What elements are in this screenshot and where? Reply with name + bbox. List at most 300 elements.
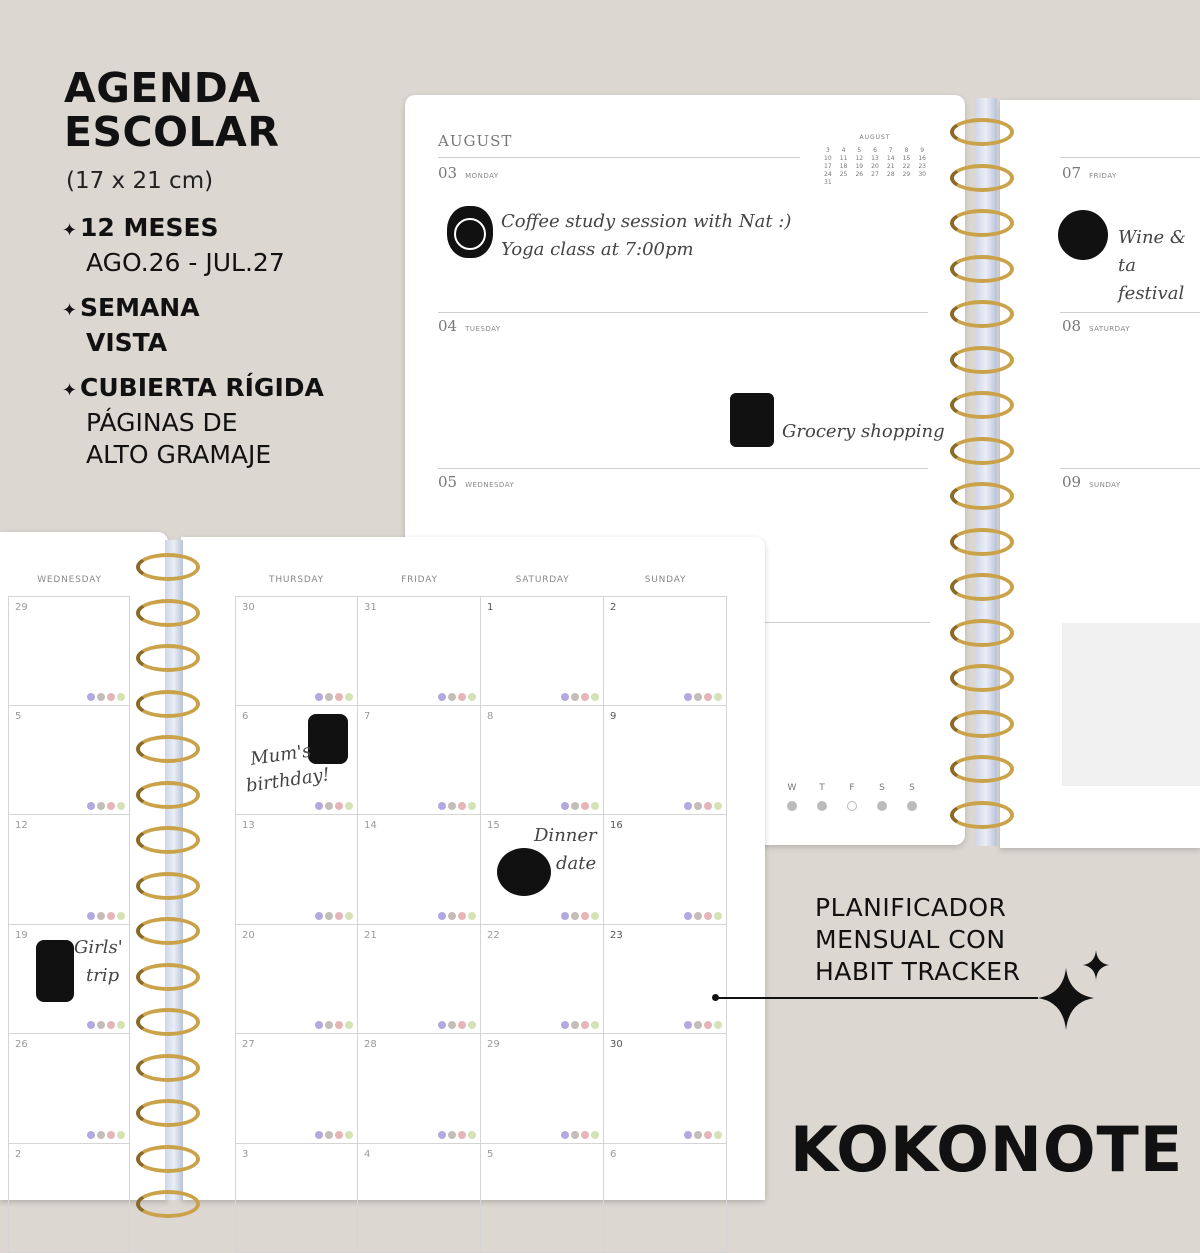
habit-dots bbox=[438, 912, 476, 920]
habit-dot[interactable] bbox=[694, 1021, 702, 1029]
tracker-dot[interactable] bbox=[847, 801, 857, 811]
habit-dot[interactable] bbox=[458, 1021, 466, 1029]
habit-dot[interactable] bbox=[107, 1131, 115, 1139]
habit-dot[interactable] bbox=[315, 912, 323, 920]
callout-line bbox=[716, 997, 1038, 999]
binder-ring bbox=[950, 437, 1014, 465]
calendar-cell[interactable] bbox=[358, 1144, 481, 1253]
day-name: TUESDAY bbox=[465, 325, 501, 333]
binder-ring bbox=[136, 917, 200, 945]
calendar-cell[interactable] bbox=[8, 815, 130, 925]
habit-dot[interactable] bbox=[571, 912, 579, 920]
habit-dot[interactable] bbox=[87, 1021, 95, 1029]
binder-ring bbox=[950, 710, 1014, 738]
calendar-cell[interactable] bbox=[604, 706, 727, 816]
binder-ring bbox=[136, 963, 200, 991]
tracker-dot[interactable] bbox=[877, 801, 887, 811]
habit-dot[interactable] bbox=[97, 912, 105, 920]
mini-calendar-day: 9 bbox=[914, 147, 930, 154]
calendar-cell[interactable] bbox=[8, 1034, 130, 1144]
mini-calendar-day: 30 bbox=[914, 171, 930, 178]
binder-ring bbox=[136, 735, 200, 763]
habit-dot[interactable] bbox=[335, 1021, 343, 1029]
habit-dots bbox=[87, 1021, 125, 1029]
tracker-day-label: S bbox=[879, 783, 885, 793]
calendar-date: 28 bbox=[364, 1039, 377, 1050]
habit-dot[interactable] bbox=[107, 912, 115, 920]
mini-calendar-day: 22 bbox=[899, 163, 915, 170]
habit-dot[interactable] bbox=[591, 1021, 599, 1029]
sparkle-icon: ✦ bbox=[62, 295, 80, 327]
binder-ring bbox=[950, 255, 1014, 283]
calendar-cell[interactable] bbox=[604, 1034, 727, 1144]
note-dinner-line-1: Dinner bbox=[534, 822, 597, 850]
binder-ring bbox=[136, 1054, 200, 1082]
habit-dot[interactable] bbox=[591, 802, 599, 810]
note-girls-trip-line-1: Girls' bbox=[74, 934, 123, 962]
habit-dots bbox=[438, 1021, 476, 1029]
day-name: MONDAY bbox=[465, 172, 499, 180]
calendar-date: 6 bbox=[242, 711, 248, 722]
habit-dot[interactable] bbox=[345, 693, 353, 701]
calendar-cell[interactable] bbox=[235, 596, 358, 706]
habit-dot[interactable] bbox=[561, 1131, 569, 1139]
calendar-cell[interactable] bbox=[8, 706, 130, 816]
title-line-1: AGENDA bbox=[64, 66, 279, 110]
divider bbox=[765, 622, 930, 623]
habit-dot[interactable] bbox=[117, 1021, 125, 1029]
habit-dot[interactable] bbox=[684, 912, 692, 920]
callout-line-1: PLANIFICADOR bbox=[815, 892, 1020, 924]
tracker-day bbox=[815, 783, 829, 811]
note-dinner-line-2: date bbox=[534, 850, 597, 878]
habit-dots bbox=[684, 912, 722, 920]
alarm-clock-icon bbox=[447, 206, 493, 258]
habit-dot[interactable] bbox=[97, 1021, 105, 1029]
calendar-date: 16 bbox=[610, 820, 623, 831]
calendar-cell[interactable] bbox=[358, 815, 481, 925]
habit-dot[interactable] bbox=[448, 693, 456, 701]
habit-dot[interactable] bbox=[458, 912, 466, 920]
mini-calendar-day: 24 bbox=[820, 171, 836, 178]
calendar-date: 2 bbox=[15, 1149, 21, 1160]
habit-dot[interactable] bbox=[87, 1131, 95, 1139]
feature-cover-detail-2: ALTO GRAMAJE bbox=[62, 439, 324, 471]
calendar-cell[interactable] bbox=[481, 706, 604, 816]
habit-dot[interactable] bbox=[315, 802, 323, 810]
habit-dot[interactable] bbox=[704, 802, 712, 810]
brand-logo: KOKONOTE bbox=[790, 1113, 1183, 1186]
product-title bbox=[64, 66, 279, 154]
habit-dots bbox=[561, 912, 599, 920]
day-header-tuesday bbox=[438, 317, 501, 336]
habit-dot[interactable] bbox=[345, 1131, 353, 1139]
habit-dot[interactable] bbox=[694, 1131, 702, 1139]
habit-dot[interactable] bbox=[438, 693, 446, 701]
note-monday bbox=[501, 208, 791, 264]
mini-calendar-day: 17 bbox=[820, 163, 836, 170]
dow-thursday: THURSDAY bbox=[235, 575, 358, 585]
calendar-cell[interactable] bbox=[604, 815, 727, 925]
habit-dot[interactable] bbox=[438, 1021, 446, 1029]
habit-dot[interactable] bbox=[468, 1131, 476, 1139]
binder-ring bbox=[136, 1099, 200, 1127]
habit-dot[interactable] bbox=[561, 802, 569, 810]
calendar-date: 21 bbox=[364, 930, 377, 941]
habit-dot[interactable] bbox=[704, 693, 712, 701]
binder-ring bbox=[136, 1008, 200, 1036]
habit-dot[interactable] bbox=[591, 1131, 599, 1139]
habit-dots bbox=[87, 1131, 125, 1139]
habit-dot[interactable] bbox=[97, 802, 105, 810]
mini-calendar-day: 8 bbox=[899, 147, 915, 154]
habit-dot[interactable] bbox=[438, 802, 446, 810]
habit-dot[interactable] bbox=[345, 912, 353, 920]
habit-dot[interactable] bbox=[714, 1131, 722, 1139]
habit-dot[interactable] bbox=[438, 912, 446, 920]
habit-dots bbox=[561, 1021, 599, 1029]
calendar-date: 3 bbox=[242, 1149, 248, 1160]
habit-dot[interactable] bbox=[117, 693, 125, 701]
calendar-date: 30 bbox=[610, 1039, 623, 1050]
binder-ring bbox=[950, 755, 1014, 783]
calendar-cell[interactable] bbox=[481, 1144, 604, 1253]
habit-dot[interactable] bbox=[117, 912, 125, 920]
habit-dot[interactable] bbox=[315, 1131, 323, 1139]
habit-dots bbox=[315, 1021, 353, 1029]
mini-calendar-day: 11 bbox=[836, 155, 852, 162]
tracker-day bbox=[785, 783, 799, 811]
binder-ring bbox=[136, 644, 200, 672]
mini-calendar-day: 19 bbox=[851, 163, 867, 170]
calendar-date: 8 bbox=[487, 711, 493, 722]
feature-week-detail: VISTA bbox=[62, 327, 200, 359]
day-header-friday bbox=[1062, 164, 1117, 183]
note-tuesday: Grocery shopping bbox=[782, 418, 945, 446]
product-size: (17 x 21 cm) bbox=[66, 168, 213, 194]
habit-dot[interactable] bbox=[458, 1131, 466, 1139]
binder-ring bbox=[136, 826, 200, 854]
calendar-date: 1 bbox=[487, 602, 493, 613]
habit-dot[interactable] bbox=[704, 912, 712, 920]
habit-dots bbox=[315, 1131, 353, 1139]
habit-dot[interactable] bbox=[97, 693, 105, 701]
tracker-day-label: F bbox=[849, 783, 854, 793]
calendar-date: 29 bbox=[15, 602, 28, 613]
day-number: 03 bbox=[438, 164, 457, 182]
habit-dot[interactable] bbox=[87, 802, 95, 810]
habit-dot[interactable] bbox=[335, 802, 343, 810]
divider bbox=[1060, 157, 1200, 158]
note-birthday-line-1: Mum's bbox=[241, 736, 328, 773]
mini-calendar-day: 29 bbox=[899, 171, 915, 178]
mini-calendar-day: 10 bbox=[820, 155, 836, 162]
habit-dot[interactable] bbox=[468, 693, 476, 701]
dow-saturday: SATURDAY bbox=[481, 575, 604, 585]
suitcase-icon bbox=[36, 940, 74, 1002]
habit-dot[interactable] bbox=[468, 1021, 476, 1029]
habit-dot[interactable] bbox=[581, 912, 589, 920]
mini-calendar-day: 13 bbox=[867, 155, 883, 162]
habit-dots bbox=[438, 802, 476, 810]
mini-calendar-day: 27 bbox=[867, 171, 883, 178]
binder-ring bbox=[950, 346, 1014, 374]
mini-calendar-day: 16 bbox=[914, 155, 930, 162]
calendar-date: 5 bbox=[487, 1149, 493, 1160]
habit-dot[interactable] bbox=[684, 1021, 692, 1029]
habit-dot[interactable] bbox=[448, 912, 456, 920]
calendar-date: 19 bbox=[15, 930, 28, 941]
habit-dot[interactable] bbox=[87, 693, 95, 701]
binder-ring bbox=[950, 619, 1014, 647]
feature-cover-title: CUBIERTA RÍGIDA bbox=[80, 373, 324, 402]
habit-dot[interactable] bbox=[458, 802, 466, 810]
day-name: WEDNESDAY bbox=[465, 481, 514, 489]
habit-dots bbox=[315, 912, 353, 920]
habit-dot[interactable] bbox=[684, 802, 692, 810]
calendar-cell[interactable] bbox=[358, 596, 481, 706]
mini-calendar-day: 21 bbox=[883, 163, 899, 170]
title-line-2: ESCOLAR bbox=[64, 110, 279, 154]
divider bbox=[438, 468, 928, 469]
calendar-cell[interactable] bbox=[604, 925, 727, 1035]
habit-dot[interactable] bbox=[335, 693, 343, 701]
habit-dot[interactable] bbox=[561, 912, 569, 920]
habit-dot[interactable] bbox=[571, 802, 579, 810]
calendar-date: 6 bbox=[610, 1149, 616, 1160]
mini-calendar-day: 26 bbox=[851, 171, 867, 178]
habit-dot[interactable] bbox=[448, 802, 456, 810]
calendar-date: 30 bbox=[242, 602, 255, 613]
note-monday-line-1: Coffee study session with Nat :) bbox=[501, 208, 791, 236]
calendar-date: 15 bbox=[487, 820, 500, 831]
feature-cover bbox=[62, 372, 324, 471]
notes-box bbox=[1062, 623, 1200, 786]
tracker-day-label: T bbox=[819, 783, 825, 793]
feature-cover-detail-1: PÁGINAS DE bbox=[62, 407, 324, 439]
calendar-date: 27 bbox=[242, 1039, 255, 1050]
habit-dot[interactable] bbox=[315, 693, 323, 701]
habit-dot[interactable] bbox=[325, 912, 333, 920]
calendar-cell[interactable] bbox=[235, 815, 358, 925]
habit-dot[interactable] bbox=[591, 693, 599, 701]
mini-calendar-day: 23 bbox=[914, 163, 930, 170]
weekly-habit-tracker bbox=[785, 783, 919, 811]
habit-dot[interactable] bbox=[581, 802, 589, 810]
binder-ring bbox=[950, 528, 1014, 556]
mini-calendar-day: 20 bbox=[867, 163, 883, 170]
habit-dot[interactable] bbox=[581, 1131, 589, 1139]
shopping-bag-icon bbox=[730, 393, 774, 447]
calendar-date: 29 bbox=[487, 1039, 500, 1050]
mini-calendar-day: 7 bbox=[883, 147, 899, 154]
calendar-cell[interactable] bbox=[235, 925, 358, 1035]
calendar-date: 13 bbox=[242, 820, 255, 831]
feature-week-title: SEMANA bbox=[80, 293, 200, 322]
calendar-date: 14 bbox=[364, 820, 377, 831]
mini-calendar bbox=[820, 134, 930, 186]
calendar-cell[interactable] bbox=[358, 1034, 481, 1144]
habit-dot[interactable] bbox=[335, 912, 343, 920]
habit-dots bbox=[561, 693, 599, 701]
habit-dot[interactable] bbox=[704, 1131, 712, 1139]
habit-dot[interactable] bbox=[345, 802, 353, 810]
mini-calendar-day: 28 bbox=[883, 171, 899, 178]
tracker-dot[interactable] bbox=[787, 801, 797, 811]
sparkle-icon bbox=[1036, 950, 1116, 1032]
habit-dots bbox=[438, 1131, 476, 1139]
habit-dot[interactable] bbox=[97, 1131, 105, 1139]
binder-ring bbox=[136, 872, 200, 900]
calendar-cell[interactable] bbox=[8, 596, 130, 706]
day-number: 08 bbox=[1062, 317, 1081, 335]
mini-calendar-day: 15 bbox=[899, 155, 915, 162]
binder-ring bbox=[136, 599, 200, 627]
habit-dot[interactable] bbox=[714, 802, 722, 810]
calendar-cell[interactable] bbox=[8, 1144, 130, 1253]
binder-ring bbox=[136, 690, 200, 718]
mini-calendar-day: 4 bbox=[836, 147, 852, 154]
habit-dot[interactable] bbox=[591, 912, 599, 920]
habit-dot[interactable] bbox=[315, 1021, 323, 1029]
calendar-date: 4 bbox=[364, 1149, 370, 1160]
binder-ring bbox=[950, 664, 1014, 692]
day-name: SUNDAY bbox=[1089, 481, 1121, 489]
habit-dots bbox=[684, 1021, 722, 1029]
mini-calendar-day: 3 bbox=[820, 147, 836, 154]
sparkle-icon: ✦ bbox=[62, 215, 80, 247]
sparkle-icon: ✦ bbox=[62, 375, 80, 407]
habit-dot[interactable] bbox=[107, 802, 115, 810]
feature-months-detail: AGO.26 - JUL.27 bbox=[62, 247, 285, 279]
calendar-cell[interactable] bbox=[481, 1034, 604, 1144]
binder-ring bbox=[950, 801, 1014, 829]
habit-dot[interactable] bbox=[714, 693, 722, 701]
dow-friday: FRIDAY bbox=[358, 575, 481, 585]
tracker-day bbox=[845, 783, 859, 811]
calendar-cell[interactable] bbox=[604, 1144, 727, 1253]
day-number: 09 bbox=[1062, 473, 1081, 491]
habit-dot[interactable] bbox=[561, 693, 569, 701]
note-friday bbox=[1118, 224, 1200, 308]
habit-dots bbox=[684, 693, 722, 701]
monthly-planner-callout bbox=[815, 892, 1020, 988]
note-dinner bbox=[534, 822, 597, 878]
binder-ring bbox=[950, 164, 1014, 192]
habit-dots bbox=[87, 693, 125, 701]
feature-months-title: 12 MESES bbox=[80, 213, 219, 242]
mini-calendar-day: 18 bbox=[836, 163, 852, 170]
binder-ring bbox=[950, 391, 1014, 419]
calendar-cell[interactable] bbox=[358, 706, 481, 816]
habit-dots bbox=[684, 802, 722, 810]
callout-line-2: MENSUAL CON bbox=[815, 924, 1020, 956]
calendar-cell[interactable] bbox=[235, 1144, 358, 1253]
habit-dot[interactable] bbox=[704, 1021, 712, 1029]
note-girls-trip bbox=[74, 934, 123, 990]
tracker-dot[interactable] bbox=[907, 801, 917, 811]
calendar-cell[interactable] bbox=[235, 1034, 358, 1144]
calendar-date: 12 bbox=[15, 820, 28, 831]
habit-dot[interactable] bbox=[684, 693, 692, 701]
note-girls-trip-line-2: trip bbox=[74, 962, 123, 990]
habit-dot[interactable] bbox=[581, 1021, 589, 1029]
calendar-date: 26 bbox=[15, 1039, 28, 1050]
calendar-cell[interactable] bbox=[481, 596, 604, 706]
habit-dot[interactable] bbox=[345, 1021, 353, 1029]
divider bbox=[438, 312, 928, 313]
habit-dot[interactable] bbox=[581, 693, 589, 701]
day-header-sunday bbox=[1062, 473, 1121, 492]
habit-dot[interactable] bbox=[87, 912, 95, 920]
habit-dot[interactable] bbox=[571, 693, 579, 701]
habit-dot[interactable] bbox=[694, 693, 702, 701]
binder-ring bbox=[950, 573, 1014, 601]
note-friday-line-1: Wine & ta bbox=[1118, 224, 1200, 280]
habit-dot[interactable] bbox=[335, 1131, 343, 1139]
binder-ring bbox=[950, 300, 1014, 328]
binder-ring bbox=[136, 781, 200, 809]
fireworks-icon bbox=[1058, 210, 1108, 260]
habit-dot[interactable] bbox=[458, 693, 466, 701]
day-header-wednesday bbox=[438, 473, 514, 492]
mini-calendar-title: AUGUST bbox=[820, 134, 930, 141]
mini-calendar-day: 25 bbox=[836, 171, 852, 178]
habit-dot[interactable] bbox=[448, 1131, 456, 1139]
binder-ring bbox=[136, 553, 200, 581]
calendar-cell[interactable] bbox=[604, 596, 727, 706]
habit-dot[interactable] bbox=[448, 1021, 456, 1029]
dow-wednesday: WEDNESDAY bbox=[8, 575, 131, 585]
habit-dot[interactable] bbox=[694, 912, 702, 920]
tracker-day bbox=[875, 783, 889, 811]
habit-dot[interactable] bbox=[325, 1131, 333, 1139]
feature-week-view bbox=[62, 292, 200, 359]
habit-dot[interactable] bbox=[325, 802, 333, 810]
habit-dot[interactable] bbox=[694, 802, 702, 810]
mini-calendar-day: 6 bbox=[867, 147, 883, 154]
mini-calendar-day: 12 bbox=[851, 155, 867, 162]
calendar-cell[interactable] bbox=[481, 925, 604, 1035]
habit-dot[interactable] bbox=[117, 802, 125, 810]
habit-dots bbox=[87, 912, 125, 920]
habit-dot[interactable] bbox=[117, 1131, 125, 1139]
habit-dot[interactable] bbox=[561, 1021, 569, 1029]
habit-dot[interactable] bbox=[571, 1021, 579, 1029]
habit-dot[interactable] bbox=[438, 1131, 446, 1139]
habit-dot[interactable] bbox=[714, 912, 722, 920]
calendar-date: 7 bbox=[364, 711, 370, 722]
habit-dot[interactable] bbox=[107, 1021, 115, 1029]
tracker-dot[interactable] bbox=[817, 801, 827, 811]
habit-dot[interactable] bbox=[107, 693, 115, 701]
habit-dot[interactable] bbox=[571, 1131, 579, 1139]
callout-line-3: HABIT TRACKER bbox=[815, 956, 1020, 988]
habit-dot[interactable] bbox=[468, 802, 476, 810]
calendar-date: 5 bbox=[15, 711, 21, 722]
habit-dot[interactable] bbox=[684, 1131, 692, 1139]
calendar-date: 20 bbox=[242, 930, 255, 941]
calendar-cell[interactable] bbox=[358, 925, 481, 1035]
mini-calendar-day: 14 bbox=[883, 155, 899, 162]
habit-dot[interactable] bbox=[714, 1021, 722, 1029]
habit-dot[interactable] bbox=[468, 912, 476, 920]
calendar-date: 22 bbox=[487, 930, 500, 941]
habit-dot[interactable] bbox=[325, 693, 333, 701]
mini-calendar-day: 5 bbox=[851, 147, 867, 154]
habit-dot[interactable] bbox=[325, 1021, 333, 1029]
habit-dots bbox=[87, 802, 125, 810]
